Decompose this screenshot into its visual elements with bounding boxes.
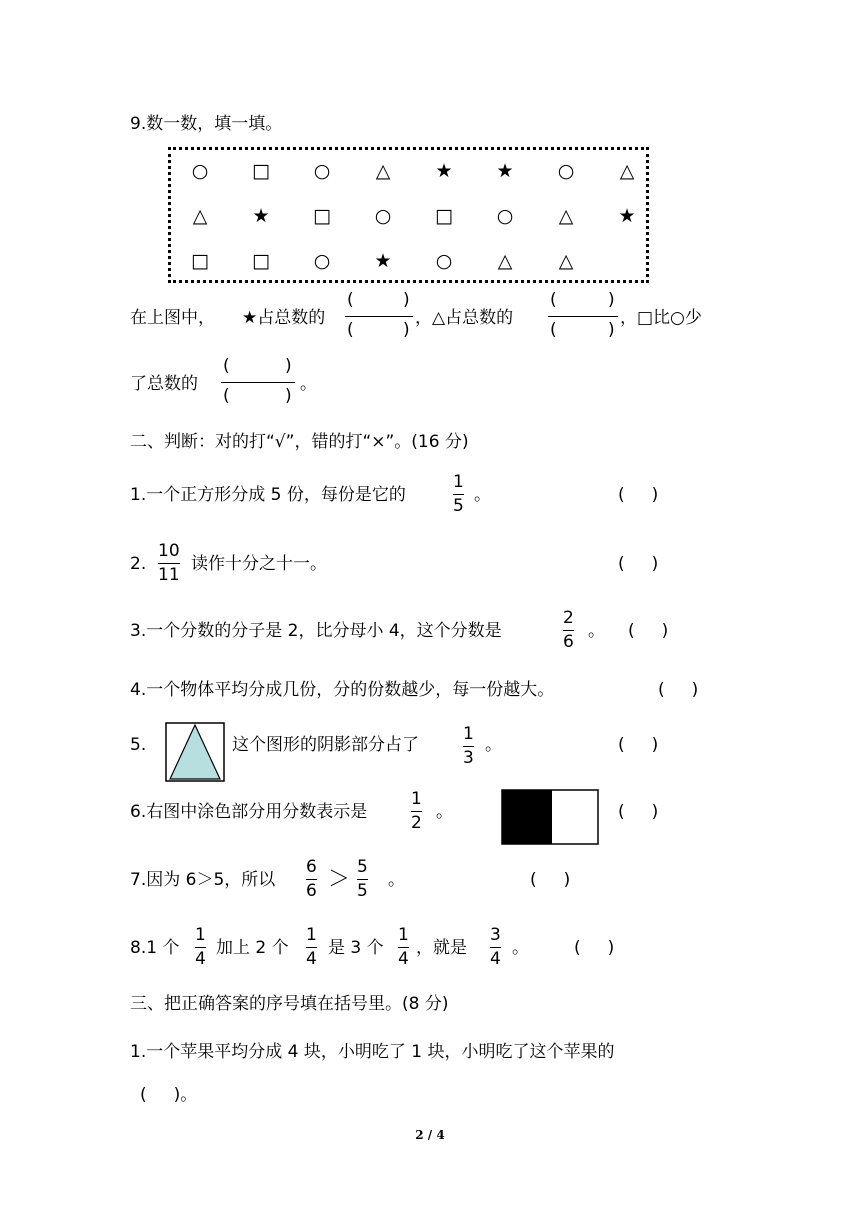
grid-symbol: ★ bbox=[496, 160, 514, 182]
answer-paren[interactable]: ( ) bbox=[530, 870, 571, 890]
answer-blank-fraction[interactable]: ( ) ( ) bbox=[221, 358, 295, 408]
answer-paren[interactable]: ( ) bbox=[628, 621, 669, 641]
answer-paren[interactable]: ( ) bbox=[618, 485, 659, 505]
answer-paren[interactable]: ( )。 bbox=[140, 1085, 198, 1105]
judge-item-8-t2: 加上 2 个 bbox=[216, 938, 289, 958]
q9-line2-suffix: 。 bbox=[300, 374, 317, 394]
judge-item-5-mid: 这个图形的阴影部分占了 bbox=[232, 735, 419, 755]
grid-symbol: △ bbox=[558, 205, 574, 227]
grid-symbol: ★ bbox=[618, 205, 636, 227]
fraction: 6 6 bbox=[306, 857, 317, 901]
fraction: 3 4 bbox=[490, 925, 501, 969]
q9-star-label: ★占总数的 bbox=[242, 308, 326, 328]
grid-symbol: ○ bbox=[374, 205, 392, 227]
grid-symbol: ○ bbox=[435, 250, 453, 272]
q9-triangle-label: ，△占总数的 bbox=[415, 308, 514, 328]
grid-symbol: ○ bbox=[191, 160, 209, 182]
q9-title: 9.数一数，填一填。 bbox=[130, 114, 283, 134]
half-shaded-rectangle bbox=[501, 789, 599, 845]
grid-symbol: △ bbox=[619, 160, 635, 182]
fraction: 1 4 bbox=[306, 925, 317, 969]
answer-paren[interactable]: ( ) bbox=[574, 938, 615, 958]
fraction: 1 5 bbox=[453, 472, 464, 516]
judge-item-7-end: 。 bbox=[388, 870, 405, 890]
q9-line1-prefix: 在上图中， bbox=[130, 308, 215, 328]
judge-item-5-text: 5. bbox=[130, 735, 147, 755]
judge-item-3-text: 3.一个分数的分子是 2，比分母小 4，这个分数是 bbox=[130, 621, 502, 641]
grid-symbol: ★ bbox=[435, 160, 453, 182]
grid-symbol: □ bbox=[313, 205, 331, 227]
fraction: 2 6 bbox=[563, 608, 574, 652]
judge-item-2-end: 读作十分之十一。 bbox=[191, 554, 327, 574]
grid-symbol: △ bbox=[192, 205, 208, 227]
fraction: 1 4 bbox=[195, 925, 206, 969]
fraction: 10 11 bbox=[158, 541, 180, 585]
grid-symbol: ○ bbox=[557, 160, 575, 182]
section3-heading: 三、把正确答案的序号填在括号里。(8 分) bbox=[130, 994, 449, 1014]
judge-item-7-text: 7.因为 6＞5，所以 bbox=[130, 870, 276, 890]
grid-symbol: ○ bbox=[496, 205, 514, 227]
judge-item-6-end: 。 bbox=[436, 802, 453, 822]
section2-heading: 二、判断：对的打“√”，错的打“×”。(16 分) bbox=[130, 432, 469, 452]
fraction: 1 3 bbox=[463, 724, 474, 768]
judge-item-6-text: 6.右图中涂色部分用分数表示是 bbox=[130, 802, 368, 822]
grid-symbol: □ bbox=[252, 160, 270, 182]
answer-paren[interactable]: ( ) bbox=[658, 680, 699, 700]
judge-item-1-end: 。 bbox=[474, 485, 491, 505]
answer-paren[interactable]: ( ) bbox=[618, 554, 659, 574]
judge-item-5-end: 。 bbox=[485, 735, 502, 755]
answer-blank-fraction[interactable]: ( ) ( ) bbox=[548, 292, 618, 342]
judge-item-8-end: 。 bbox=[512, 938, 529, 958]
judge-item-8-t4: ，就是 bbox=[416, 938, 467, 958]
answer-paren[interactable]: ( ) bbox=[618, 735, 659, 755]
judge-item-8-text: 8.1 个 bbox=[130, 938, 180, 958]
judge-item-8-t3: 是 3 个 bbox=[328, 938, 384, 958]
grid-symbol: ★ bbox=[374, 250, 392, 272]
grid-symbol: □ bbox=[191, 250, 209, 272]
fraction: 5 5 bbox=[357, 857, 368, 901]
choice-item-1-text: 1.一个苹果平均分成 4 块，小明吃了 1 块，小明吃了这个苹果的 bbox=[130, 1042, 615, 1062]
triangle-in-square-figure bbox=[165, 722, 225, 782]
answer-blank-fraction[interactable]: ( ) ( ) bbox=[345, 292, 413, 342]
grid-symbol: △ bbox=[497, 250, 513, 272]
judge-item-2-text: 2. bbox=[130, 554, 147, 574]
fraction: 1 4 bbox=[398, 925, 409, 969]
grid-symbol: △ bbox=[375, 160, 391, 182]
q9-square-compare: ，□比○少 bbox=[620, 308, 702, 328]
judge-item-3-end: 。 bbox=[588, 621, 605, 641]
grid-symbol: ○ bbox=[313, 250, 331, 272]
page-number: 2 / 4 bbox=[415, 1128, 445, 1142]
greater-than-sign: ＞ bbox=[328, 867, 351, 892]
grid-symbol: □ bbox=[435, 205, 453, 227]
judge-item-4-text: 4.一个物体平均分成几份，分的份数越少，每一份越大。 bbox=[130, 680, 555, 700]
grid-symbol: △ bbox=[558, 250, 574, 272]
grid-symbol: ○ bbox=[313, 160, 331, 182]
q9-line2-prefix: 了总数的 bbox=[130, 374, 198, 394]
answer-paren[interactable]: ( ) bbox=[618, 802, 659, 822]
fraction: 1 2 bbox=[411, 789, 422, 833]
grid-symbol: □ bbox=[252, 250, 270, 272]
judge-item-1-text: 1.一个正方形分成 5 份，每份是它的 bbox=[130, 485, 406, 505]
grid-symbol: ★ bbox=[252, 205, 270, 227]
